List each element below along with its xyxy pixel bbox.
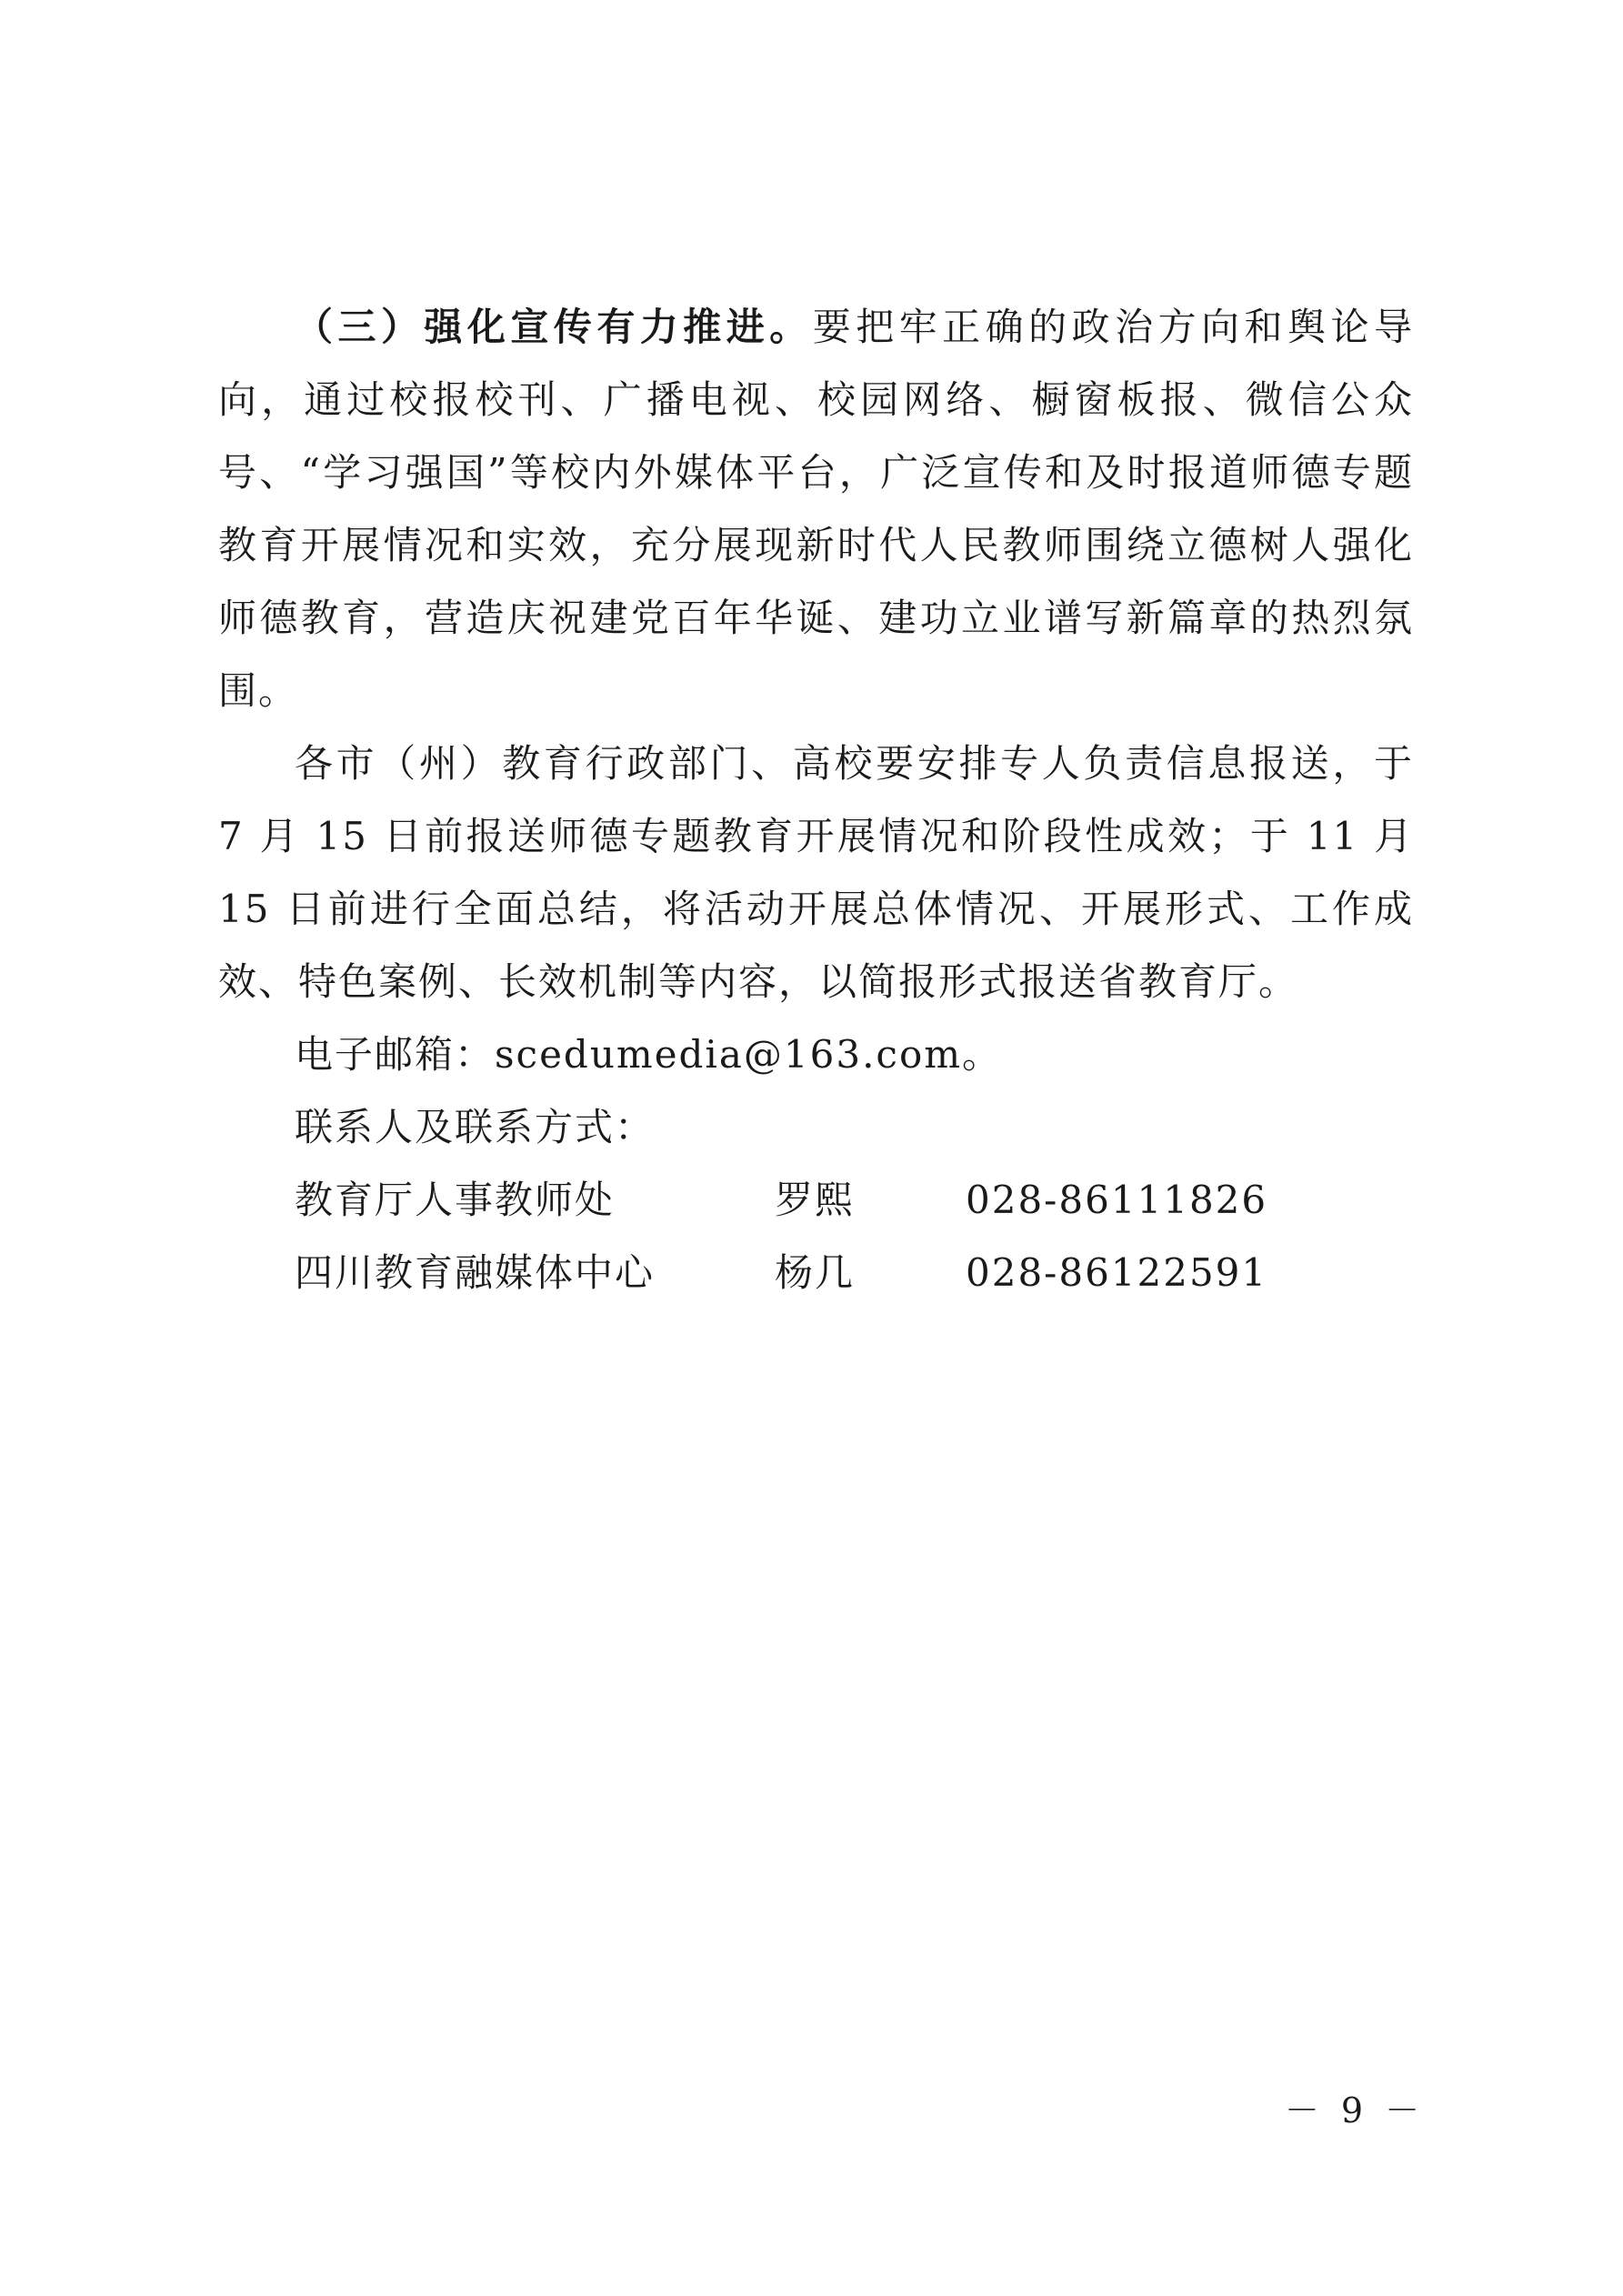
contact-phone: 028-86122591 xyxy=(966,1250,1268,1295)
contact-person: 杨几 xyxy=(775,1250,856,1295)
reporting-paragraph: 各市（州）教育行政部门、高校要安排专人负责信息报送，于 7 月 15 日前报送师德专题教育开展情况和阶段性成效；于 11 月 15 日前进行全面总结，将活动开展总体情况、开展形式、工作成效、特色案例、长效机制等内容，以简报形式报送省教育厅。 xyxy=(218,741,1414,1004)
document-body xyxy=(218,291,1414,1309)
contact-department: 四川教育融媒体中心 xyxy=(295,1250,656,1295)
contact-row xyxy=(218,1237,1414,1309)
section-3-text: 要把牢正确的政治方向和舆论导向，通过校报校刊、广播电视、校园网络、橱窗板报、微信公众号、“学习强国”等校内外媒体平台，广泛宣传和及时报道师德专题教育开展情况和实效，充分展现新时代人民教师围绕立德树人强化师德教育，营造庆祝建党百年华诞、建功立业谱写新篇章的热烈氛围。 xyxy=(218,305,1414,713)
contact-person: 罗熙 xyxy=(775,1178,856,1222)
contacts-heading: 联系人及联系方式： xyxy=(295,1105,656,1149)
section-3-heading: （三）强化宣传有力推进。 xyxy=(295,305,813,349)
page-number: － 9 － xyxy=(1284,2090,1426,2131)
contact-department: 教育厅人事教师处 xyxy=(295,1178,616,1222)
contact-row xyxy=(218,1164,1414,1237)
section-3-paragraph xyxy=(218,291,1414,727)
contact-phone: 028-86111826 xyxy=(966,1178,1268,1222)
email-line: 电子邮箱：scedumedia@163.com。 xyxy=(295,1032,1003,1077)
